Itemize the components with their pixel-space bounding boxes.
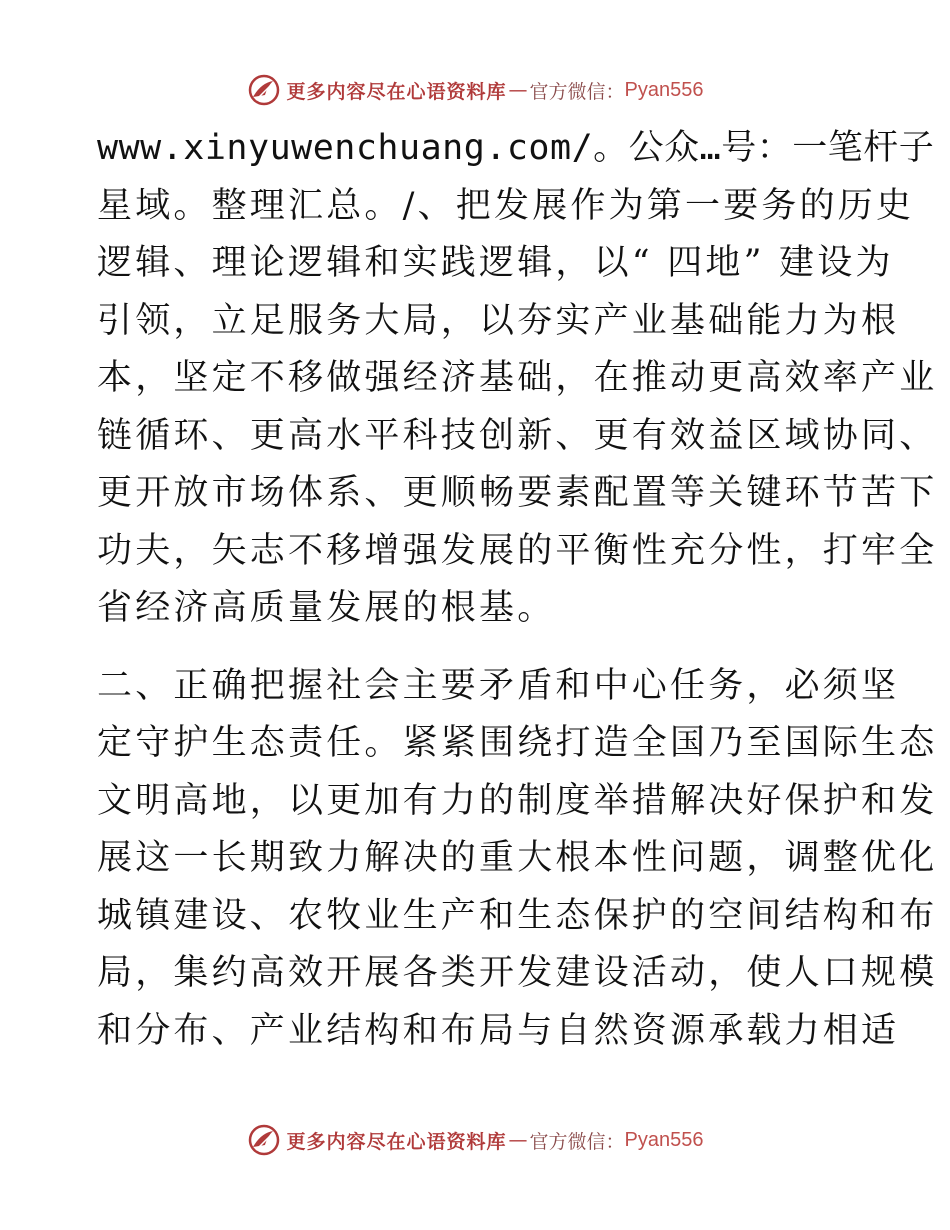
paragraph-line: 和分布、产业结构和布局与自然资源承载力相适 [97, 1010, 900, 1051]
footer-wechat-account: Pyan556 [624, 1128, 704, 1151]
paragraph-line: 定守护生态责任。紧紧围绕打造全国乃至国际生态 [97, 723, 938, 763]
paragraph-line: 局，集约高效开展各类开发建设活动，使人口规模 [97, 953, 938, 993]
paragraph-line: 引领，立足服务大局，以夯实产业基础能力为根 [97, 300, 900, 341]
paragraph-2 [97, 658, 938, 1061]
paragraph-line: 展这一长期致力解决的重大根本性问题，调整优化 [97, 838, 938, 878]
paragraph-line: 逻辑、理论逻辑和实践逻辑，以“ 四地” 建设为 [97, 243, 894, 283]
footer-wechat-label: 官方微信： [529, 1130, 625, 1153]
pen-logo-icon [247, 73, 281, 107]
header-wechat-account: Pyan556 [624, 78, 704, 101]
paragraph-line: 链循环、更高水平科技创新、更有效益区域协同、 [97, 415, 938, 456]
pen-logo-icon [247, 1123, 281, 1157]
paragraph-line: 文明高地，以更加有力的制度举措解决好保护和发 [97, 780, 938, 821]
paragraph-line: 星域。整理汇总。/、把发展作为第一要务的历史 [97, 185, 915, 226]
footer-separator: — [508, 1129, 528, 1151]
header-banner [0, 70, 950, 110]
paragraph-line: 更开放市场体系、更顺畅要素配置等关键环节苦下 [97, 473, 938, 513]
footer-site-text: 更多内容尽在心语资料库 [286, 1130, 507, 1153]
paragraph-line: 城镇建设、农牧业生产和生态保护的空间结构和布 [97, 895, 938, 936]
paragraph-1 [97, 120, 938, 638]
paragraph-line: 二、正确把握社会主要矛盾和中心任务，必须坚 [97, 665, 900, 706]
paragraph-line: www.xinyuwenchuang.com/。公众…号：一笔杆子 [97, 128, 935, 168]
paragraph-line: 本，坚定不移做强经济基础，在推动更高效率产业 [97, 358, 938, 398]
paragraph-line: 功夫，矢志不移增强发展的平衡性充分性，打牢全 [97, 530, 938, 571]
header-site-text: 更多内容尽在心语资料库 [286, 80, 507, 103]
document-body [97, 120, 938, 1060]
header-separator: — [508, 79, 528, 101]
header-wechat-label: 官方微信： [529, 80, 625, 103]
paragraph-line: 省经济高质量发展的根基。 [97, 588, 556, 628]
footer-banner [0, 1120, 950, 1160]
